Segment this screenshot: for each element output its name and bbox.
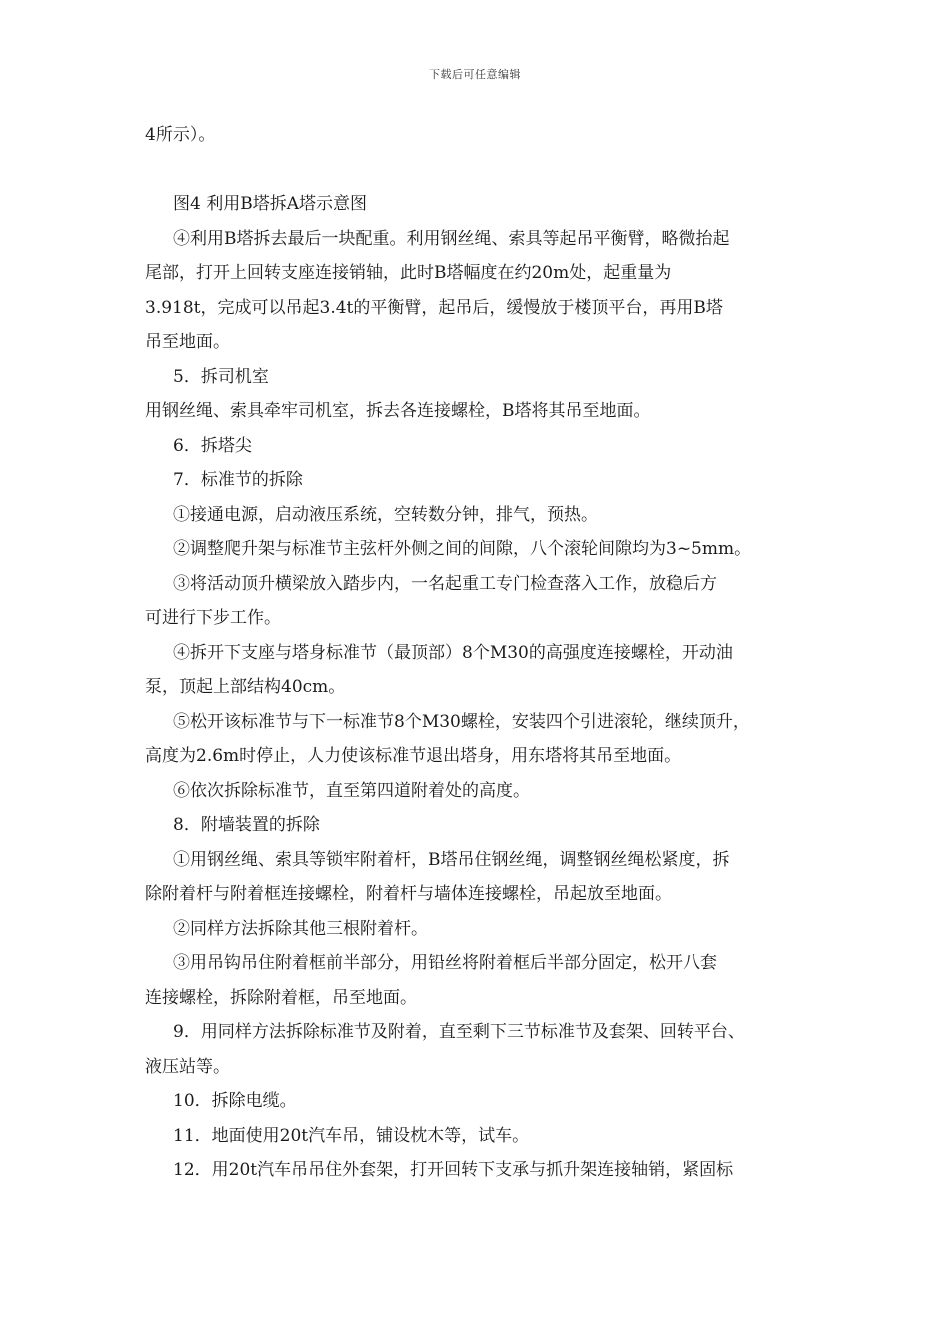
text-line: 用钢丝绳、索具牵牢司机室，拆去各连接螺栓，B塔将其吊至地面。 [145,401,651,421]
document-body [145,118,813,1188]
section-heading: 12．用20t汽车吊吊住外套架，打开回转下支承与抓升架连接轴销，紧固标 [173,1160,734,1180]
section-heading: 9．用同样方法拆除标准节及附着，直至剩下三节标准节及套架、回转平台、 [173,1022,745,1042]
text-line: ⑥依次拆除标准节，直至第四道附着处的高度。 [173,780,530,801]
text-line: ①用钢丝绳、索具等锁牢附着杆，B塔吊住钢丝绳，调整钢丝绳松紧度，拆 [173,849,730,870]
text-line: 泵，顶起上部结构40cm。 [145,677,346,697]
text-line: 尾部，打开上回转支座连接销轴，此时B塔幅度在约20m处，起重量为 [145,263,672,283]
section-heading: 7．标准节的拆除 [173,470,303,490]
text-line: 除附着杆与附着框连接螺栓，附着杆与墙体连接螺栓，吊起放至地面。 [145,884,672,904]
section-heading: 8．附墙装置的拆除 [173,815,320,835]
section-heading: 5．拆司机室 [173,366,269,387]
section-heading: 6．拆塔尖 [173,435,252,456]
text-line: 高度为2.6m时停止，人力使该标准节退出塔身，用东塔将其吊至地面。 [145,746,682,766]
page-header: 下载后可任意编辑 [429,68,521,81]
text-line: 4所示）。 [145,125,216,145]
text-line: ③将活动顶升横梁放入踏步内，一名起重工专门检查落入工作，放稳后方 [173,573,717,594]
text-line: ③用吊钩吊住附着框前半部分，用铅丝将附着框后半部分固定，松开八套 [173,953,717,973]
text-line: ④拆开下支座与塔身标准节（最顶部）8个M30的高强度连接螺栓，开动油 [173,642,733,663]
text-line: 液压站等。 [145,1056,230,1077]
text-line: ④利用B塔拆去最后一块配重。利用钢丝绳、索具等起吊平衡臂，略微抬起 [173,228,730,249]
text-line: 连接螺栓，拆除附着框，吊至地面。 [145,987,417,1008]
text-line: ②同样方法拆除其他三根附着杆。 [173,918,428,939]
text-line: ⑤松开该标准节与下一标准节8个M30螺栓，安装四个引进滚轮，继续顶升， [173,711,750,732]
section-heading: 11．地面使用20t汽车吊，铺设枕木等，试车。 [173,1125,530,1146]
text-line: ②调整爬升架与标准节主弦杆外侧之间的间隙，八个滚轮间隙均为3~5mm。 [173,539,752,559]
text-line: ①接通电源，启动液压系统，空转数分钟，排气，预热。 [173,504,598,525]
text-line: 可进行下步工作。 [145,608,281,628]
text-line: 吊至地面。 [145,332,230,352]
blank-line [145,153,813,188]
text-line: 3.918t，完成可以吊起3.4t的平衡臂，起吊后，缓慢放于楼顶平台，再用B塔 [145,297,723,318]
figure-caption: 图4 利用B塔拆A塔示意图 [173,194,367,214]
section-heading: 10．拆除电缆。 [173,1091,297,1111]
